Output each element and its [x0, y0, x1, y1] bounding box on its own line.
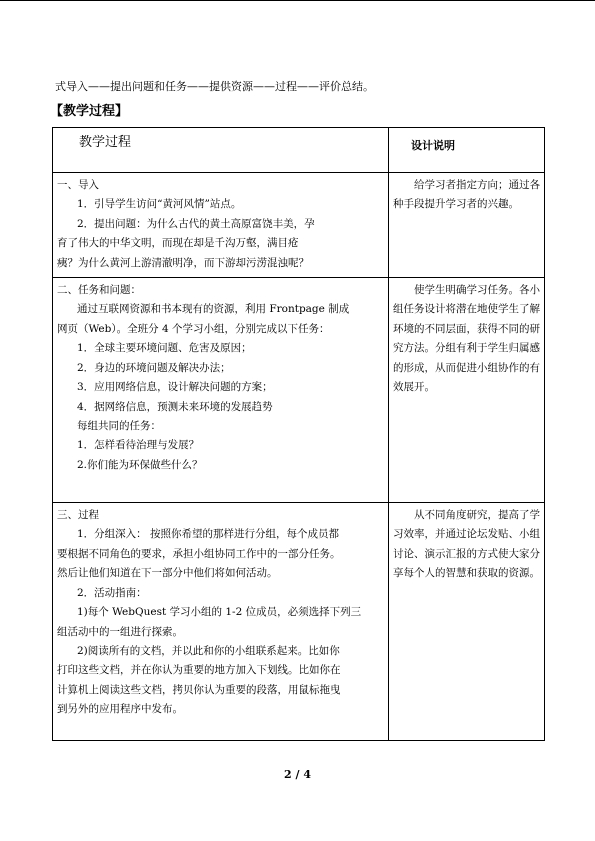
row-line: 2．提出问题：为什么古代的黄土高原富饶丰美，孕	[77, 217, 315, 230]
row-line: 2.你们能为环保做些什么？	[77, 458, 203, 471]
top-rule	[0, 0, 595, 1]
row-line: 计算机上阅读这些文档，拷贝你认为重要的段落，用鼠标拖曳	[57, 683, 341, 696]
row-line: 1．全球主要环境问题、危害及原因；	[77, 342, 252, 355]
row-line: 要根据不同角色的要求，承担小组协同工作中的一部分任务。	[57, 547, 341, 560]
row-heading: 一、导入	[57, 179, 99, 191]
header-teaching-process: 教学过程	[53, 128, 389, 173]
design-note: 使学生明确学习任务。各小组任务设计将潜在地使学生了解环境的不同层面，获得不同的研究方法。分组有利于学生归属感的形成，从而促进小组协作的有效展开。	[393, 284, 540, 394]
row-heading: 二、任务和问题：	[57, 284, 141, 296]
row-line: 2)阅读所有的文档，并以此和你的小组联系起来。比如你	[77, 644, 340, 657]
table-row	[53, 173, 545, 278]
row-line: 2．身边的环境问题及解决办法；	[77, 361, 231, 374]
row-line: 每组共同的任务：	[77, 419, 161, 432]
row-content-process	[53, 503, 389, 741]
row-line: 痍？为什么黄河上游清澈明净，而下游却污涝混浊呢？	[57, 256, 309, 269]
row-line: 组活动中的一组进行探索。	[57, 625, 183, 638]
header-design-notes: 设计说明	[389, 128, 545, 173]
row-line: 到另外的应用程序中发布。	[57, 703, 183, 716]
lesson-table	[52, 127, 545, 741]
row-line: 打印这些文档，并在你认为重要的地方加入下划线。比如你在	[57, 664, 341, 677]
page-number: 2 / 4	[284, 768, 311, 781]
row-line: 1)每个 WebQuest 学习小组的 1-2 位成员，必须选择下列三	[77, 606, 362, 619]
row-line: 1．怎样看待治理与发展？	[77, 439, 200, 452]
row-line: 1．引导学生访问“黄河风情”站点。	[77, 198, 242, 211]
table-row	[53, 503, 545, 741]
row-line: 育了伟大的中华文明，而现在却是千沟万壑，满目疮	[57, 237, 299, 250]
section-title: 【教学过程】	[50, 104, 129, 119]
row-line: 2．活动指南：	[77, 586, 147, 599]
row-line: 3．应用网络信息，设计解决问题的方案；	[77, 381, 273, 394]
row-line: 4．据网络信息，预测未来环境的发展趋势	[77, 400, 273, 413]
intro-text: 式导入——提出问题和任务——提供资源——过程——评价总结。	[55, 80, 374, 93]
row-line: 然后让他们知道在下一部分中他们将如何活动。	[57, 567, 278, 580]
design-note: 从不同角度研究，提高了学习效率，并通过论坛发贴、小组讨论、演示汇报的方式使大家分享每个人的智慧和获取的资源。	[393, 509, 540, 580]
row-line: 通过互联网资源和书本现有的资源，利用 Frontpage 制成	[77, 303, 350, 316]
table-header-row	[53, 128, 545, 173]
row-content-intro	[53, 173, 389, 278]
row-note-process	[389, 503, 545, 741]
row-note-intro	[389, 173, 545, 278]
row-line: 1．分组深入： 按照你希望的那样进行分组，每个成员都	[77, 528, 340, 541]
table-row	[53, 278, 545, 503]
row-heading: 三、过程	[57, 509, 99, 521]
design-note: 给学习者指定方向；通过各种手段提升学习者的兴趣。	[393, 179, 540, 211]
row-line: 网页（Web）。全班分 4 个学习小组，分别完成以下任务：	[57, 322, 330, 335]
row-note-tasks	[389, 278, 545, 503]
row-content-tasks	[53, 278, 389, 503]
